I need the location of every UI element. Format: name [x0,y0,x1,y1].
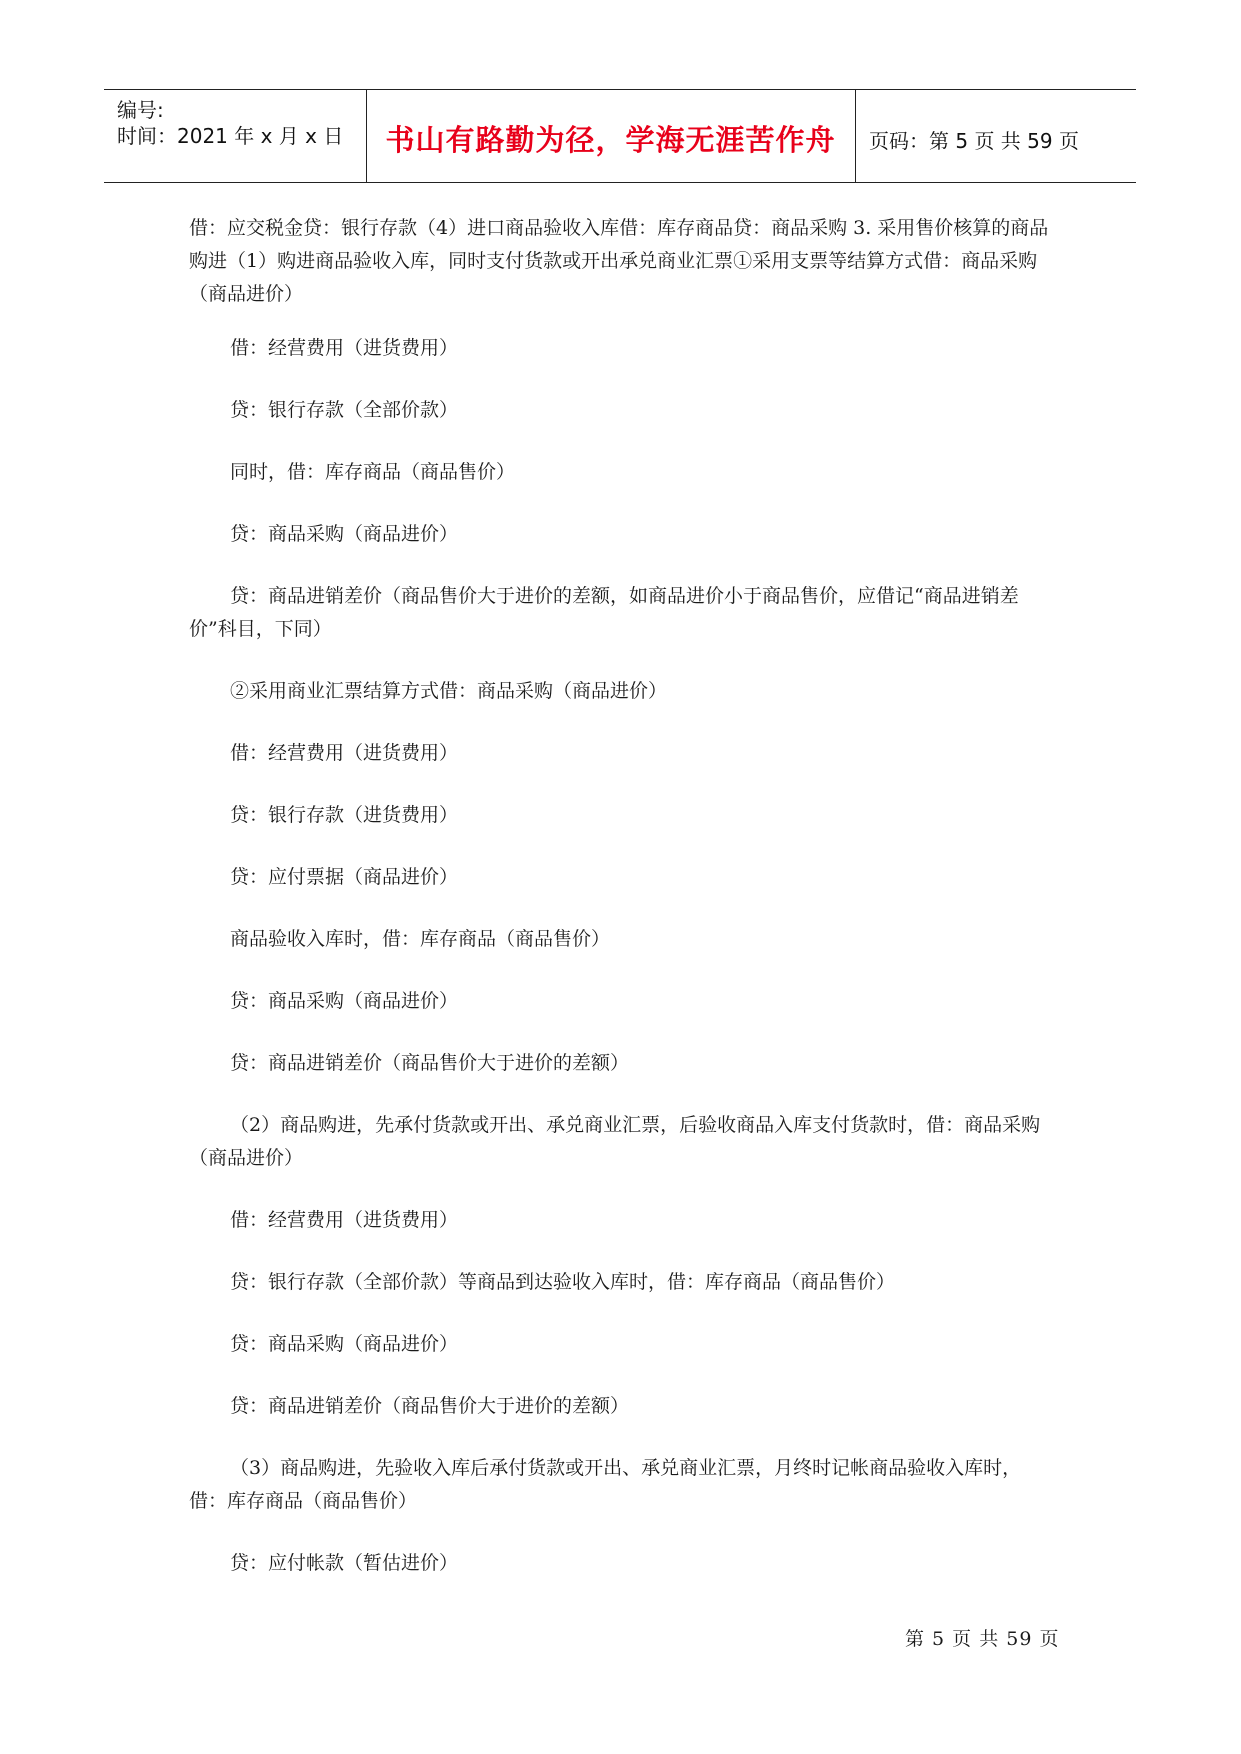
paragraph: 借：经营费用（进货费用） [230,1209,459,1231]
paragraph: 借：经营费用（进货费用） [230,742,459,764]
paragraph: 贷：商品进销差价（商品售价大于进价的差额） [230,1052,630,1074]
paragraph: 借：经营费用（进货费用） [230,337,459,359]
document-body [189,212,1055,1609]
paragraph: 贷：商品采购（商品进价） [230,990,459,1012]
paragraph: 贷：银行存款（全部价款） [230,399,459,421]
document-code-label: 编号: [117,98,164,122]
paragraph: 借：应交税金贷：银行存款（4）进口商品验收入库借：库存商品贷：商品采购 3. 采用售价核算的商品购进（1）购进商品验收入库，同时支付货款或开出承兑商业汇票①采用支票等结算方式借：商品采购（商品进价） [189,217,1049,305]
header-page-number: 页码：第 5 页 共 59 页 [869,129,1079,153]
paragraph: 贷：商品进销差价（商品售价大于进价的差额） [230,1395,630,1417]
paragraph: （3）商品购进，先验收入库后承付货款或开出、承兑商业汇票，月终时记帐商品验收入库时，借：库存商品（商品售价） [189,1457,1022,1512]
paragraph: 贷：商品进销差价（商品售价大于进价的差额，如商品进价小于商品售价，应借记“商品进销差价”科目，下同） [189,585,1019,640]
paragraph: ②采用商业汇票结算方式借：商品采购（商品进价） [230,680,668,702]
paragraph: 贷：银行存款（全部价款）等商品到达验收入库时，借：库存商品（商品售价） [230,1271,896,1293]
paragraph: （2）商品购进，先承付货款或开出、承兑商业汇票，后验收商品入库支付货款时，借：商品采购（商品进价） [189,1114,1041,1169]
header-divider [855,90,856,182]
paragraph: 贷：商品采购（商品进价） [230,523,459,545]
header-motto: 书山有路勤为径，学海无涯苦作舟 [385,123,836,157]
paragraph: 贷：应付票据（商品进价） [230,866,459,888]
paragraph: 贷：商品采购（商品进价） [230,1333,459,1355]
document-header [104,89,1136,183]
paragraph: 商品验收入库时，借：库存商品（商品售价） [230,928,611,950]
paragraph: 贷：应付帐款（暂估进价） [230,1552,459,1574]
paragraph: 同时，借：库存商品（商品售价） [230,461,516,483]
paragraph: 贷：银行存款（进货费用） [230,804,459,826]
page-footer-number: 第 5 页 共 59 页 [905,1628,1060,1650]
document-time-label: 时间：2021 年 x 月 x 日 [117,124,344,148]
